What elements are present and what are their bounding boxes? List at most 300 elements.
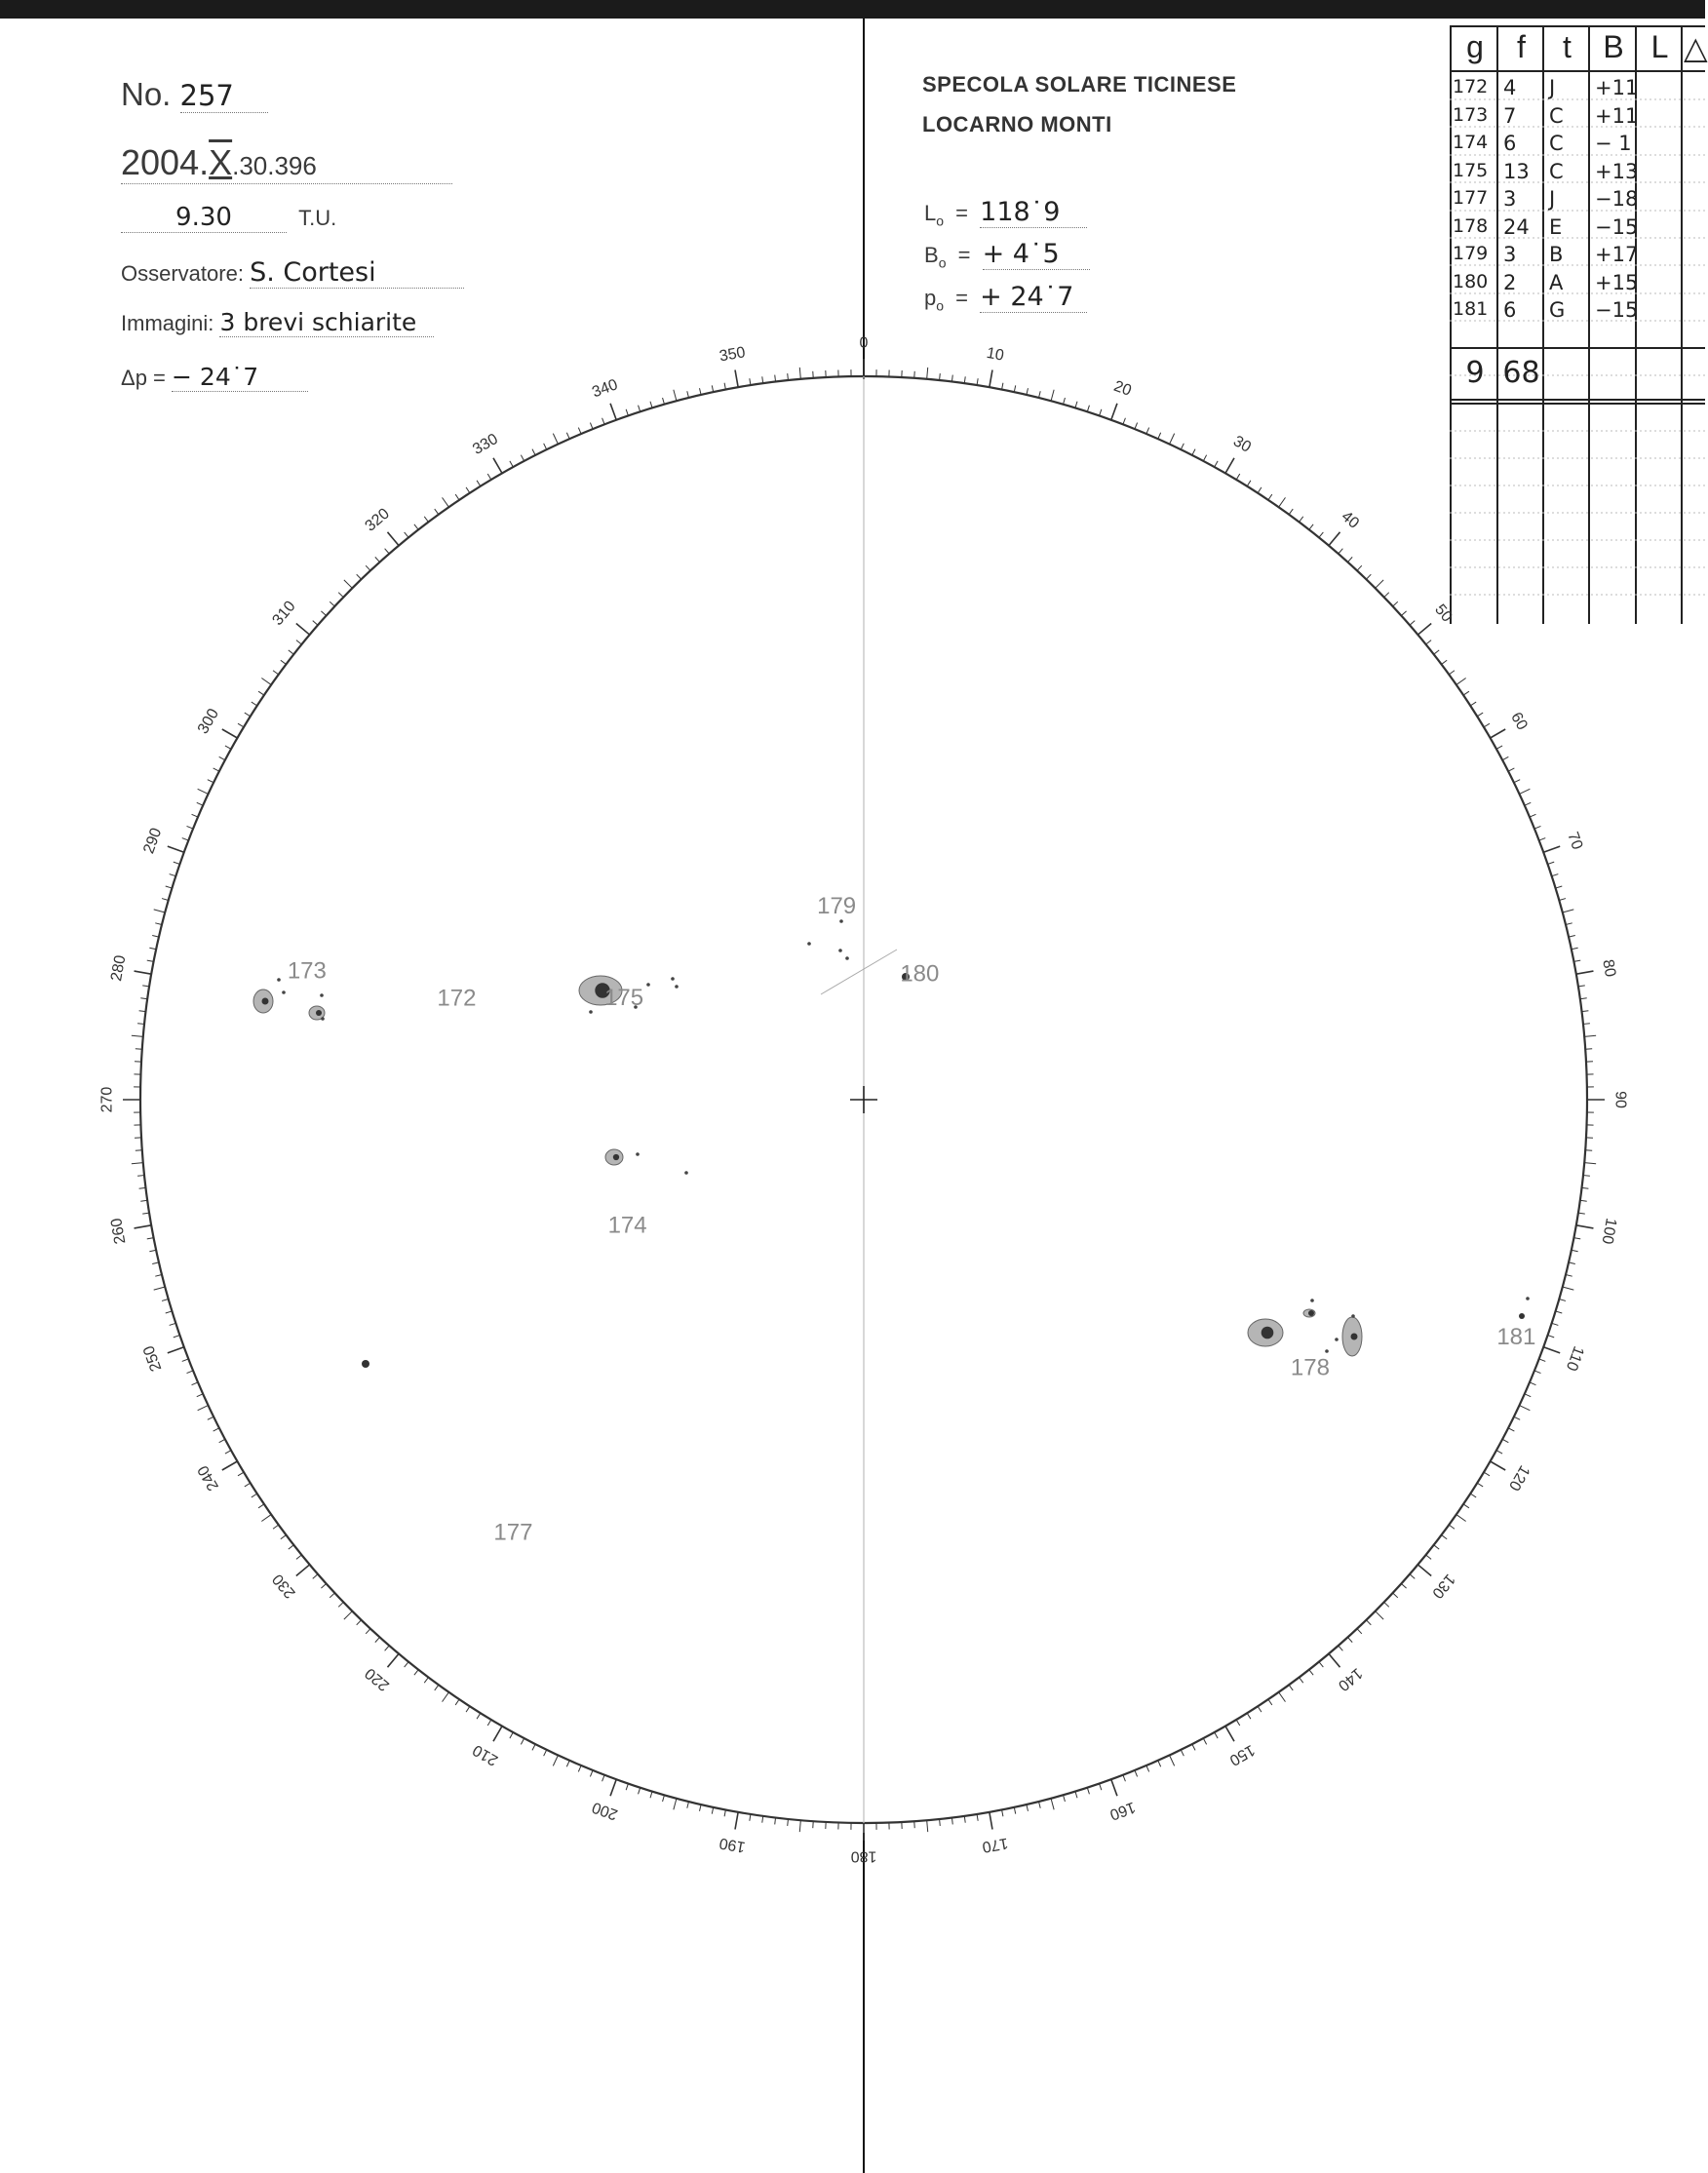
degree-label: 270 (98, 1086, 116, 1113)
tick-mark (951, 375, 952, 382)
tick-mark (273, 671, 279, 675)
tick-mark (521, 1738, 524, 1744)
tick-mark (674, 390, 677, 402)
tick-mark (1573, 1238, 1580, 1239)
tick-mark (137, 1176, 144, 1177)
tick-mark (366, 565, 370, 570)
tick-mark (443, 1692, 449, 1702)
tick-mark (1039, 1802, 1041, 1808)
tick-mark (219, 1439, 225, 1442)
tick-mark (338, 1602, 343, 1607)
tick-mark (182, 838, 189, 841)
tick-mark (182, 1359, 189, 1362)
tick-mark (602, 1775, 605, 1782)
tick-mark (1075, 1792, 1077, 1799)
tick-mark (477, 481, 481, 486)
tick-mark (142, 986, 149, 987)
tick-mark (214, 1428, 219, 1431)
tick-mark (964, 376, 965, 383)
tick-mark (1300, 517, 1303, 523)
tick-mark (1258, 487, 1262, 493)
tick-mark (321, 1583, 326, 1588)
sunspot-pore (1325, 1349, 1329, 1353)
time-value: 9.30 (121, 203, 287, 233)
table-header-3: B (1603, 29, 1624, 64)
tick-mark (1366, 1620, 1371, 1625)
table-header-2: t (1563, 29, 1572, 64)
degree-label: 260 (108, 1217, 130, 1246)
tick-mark (1525, 1394, 1531, 1397)
tick-mark (1548, 862, 1555, 864)
table-total-f: 68 (1502, 356, 1540, 390)
tick-mark (385, 549, 390, 554)
tick-mark (1470, 1494, 1476, 1497)
tick-mark (132, 1035, 143, 1036)
tick-mark (1236, 474, 1240, 480)
tick-mark (532, 1744, 535, 1750)
tick-mark (1556, 1311, 1563, 1313)
degree-label: 180 (850, 1847, 877, 1865)
tick-mark (487, 474, 491, 480)
tick-mark (1236, 1720, 1240, 1726)
tick-mark (1543, 846, 1560, 852)
tick-mark (553, 1755, 558, 1766)
tick-mark (1581, 1187, 1588, 1188)
tick-mark (1484, 1472, 1490, 1476)
tick-mark (1123, 418, 1126, 425)
tick-mark (1563, 910, 1574, 912)
tick-mark (578, 1766, 581, 1771)
tick-mark (1268, 1699, 1272, 1705)
tick-mark (1225, 458, 1234, 474)
tick-mark (1566, 1275, 1572, 1277)
tick-mark (1578, 1213, 1585, 1214)
tick-mark (1027, 388, 1029, 395)
degree-label: 280 (108, 953, 130, 983)
tick-mark (1576, 971, 1594, 974)
tick-mark (1203, 455, 1206, 461)
tick-mark (639, 1788, 640, 1795)
table-cell-g: 175 (1453, 159, 1489, 181)
degree-label: 110 (1562, 1343, 1587, 1374)
table-cell-t: G (1549, 298, 1566, 322)
tick-mark (1158, 1761, 1161, 1766)
table-cell-f: 3 (1503, 187, 1517, 211)
tick-mark (544, 444, 547, 449)
tick-mark (1192, 449, 1195, 455)
tick-mark (466, 487, 470, 493)
tick-mark (155, 923, 162, 925)
tick-mark (1484, 723, 1490, 727)
tick-mark (1002, 383, 1003, 390)
tick-mark (1347, 557, 1352, 562)
sunspot-pore (1310, 1299, 1314, 1302)
tick-mark (1123, 1775, 1126, 1782)
tick-mark (1100, 1784, 1102, 1791)
tick-mark (1426, 640, 1431, 644)
degree-label: 320 (362, 505, 393, 535)
tick-mark (1014, 1807, 1015, 1814)
tick-mark (610, 404, 616, 420)
tick-mark (296, 640, 301, 644)
degree-label: 10 (985, 344, 1005, 365)
tick-mark (1268, 494, 1272, 500)
tick-mark (1434, 1545, 1440, 1549)
sunspot-pore (646, 983, 650, 987)
tick-mark (1442, 660, 1448, 664)
table-header-5: △ (1684, 30, 1708, 65)
tick-mark (1002, 1809, 1003, 1816)
tick-mark (238, 723, 244, 727)
group-label: 179 (817, 893, 857, 920)
tick-mark (1534, 1371, 1540, 1374)
images-label: Immagini: (121, 311, 214, 335)
tick-mark (724, 1809, 725, 1816)
tick-mark (1519, 1406, 1530, 1411)
tick-mark (674, 1799, 677, 1810)
tick-mark (198, 1406, 209, 1411)
tick-mark (289, 1545, 294, 1549)
tick-mark (750, 1814, 751, 1821)
tick-mark (663, 1795, 665, 1802)
degree-label: 60 (1507, 710, 1531, 733)
tick-mark (1181, 1750, 1184, 1756)
tick-mark (1064, 398, 1066, 405)
tick-mark (192, 814, 198, 817)
sunspot-pore (1351, 1314, 1355, 1318)
tick-mark (1247, 1713, 1251, 1719)
degree-label: 330 (470, 430, 501, 459)
tick-mark (1456, 679, 1466, 685)
tick-mark (1514, 780, 1520, 783)
table-cell-f: 24 (1503, 214, 1530, 239)
table-cell-f: 2 (1503, 270, 1517, 294)
degree-label: 150 (1226, 1740, 1258, 1769)
tick-mark (170, 874, 176, 876)
tick-mark (443, 497, 449, 507)
tick-mark (1064, 1795, 1066, 1802)
group-label: 172 (437, 985, 477, 1012)
tick-mark (387, 532, 399, 546)
tick-mark (663, 398, 665, 405)
tick-mark (208, 1416, 214, 1419)
table-cell-t: A (1549, 270, 1564, 294)
tick-mark (197, 1394, 203, 1397)
sunspot-pore (321, 1017, 325, 1021)
tick-mark (174, 862, 180, 864)
tick-mark (192, 1382, 198, 1385)
tick-mark (477, 1713, 481, 1719)
sunspot-pore (1335, 1338, 1339, 1341)
degree-label: 30 (1230, 433, 1254, 456)
tick-mark (750, 378, 751, 385)
tick-mark (455, 494, 459, 500)
group-label: 178 (1290, 1354, 1330, 1381)
tick-mark (1566, 923, 1572, 925)
degree-label: 300 (194, 706, 223, 737)
tick-mark (1366, 574, 1371, 579)
tick-mark (1583, 1176, 1590, 1177)
tick-mark (799, 1820, 800, 1832)
tick-mark (1014, 385, 1015, 392)
tick-mark (700, 388, 702, 395)
tick-mark (245, 713, 251, 717)
tick-mark (375, 1637, 380, 1642)
tick-mark (1470, 702, 1476, 706)
tick-mark (139, 1011, 146, 1012)
tick-mark (296, 1565, 310, 1576)
table-cell-t: C (1549, 159, 1564, 183)
degree-label: 210 (470, 1740, 501, 1769)
tick-mark (1087, 1788, 1089, 1795)
tick-mark (330, 601, 334, 606)
tick-mark (1329, 1653, 1340, 1667)
institution-line-2: LOCARNO MONTI (922, 112, 1112, 136)
tick-mark (553, 434, 558, 445)
tick-mark (1309, 524, 1313, 530)
tick-mark (1247, 481, 1251, 486)
group-179-axis (821, 950, 897, 994)
tick-mark (1569, 1262, 1575, 1264)
tick-mark (990, 1812, 992, 1830)
tick-mark (162, 1300, 169, 1301)
tick-mark (466, 1706, 470, 1712)
tick-mark (1580, 998, 1587, 999)
tick-mark (1442, 1535, 1448, 1539)
table-cell-B: −15 (1595, 214, 1639, 239)
tick-mark (375, 557, 380, 562)
tick-mark (142, 1213, 149, 1214)
tick-mark (435, 509, 439, 515)
degree-label: 240 (194, 1462, 223, 1494)
degree-label: 40 (1338, 508, 1363, 532)
table-cell-t: E (1549, 214, 1563, 239)
tick-mark (140, 1200, 147, 1201)
tick-mark (964, 1816, 965, 1823)
tick-mark (532, 449, 535, 455)
tick-mark (775, 375, 776, 382)
sunspot-pore (839, 919, 843, 923)
tick-mark (788, 1819, 789, 1826)
tick-mark (1569, 936, 1575, 938)
tick-mark (1111, 1779, 1117, 1796)
tick-mark (1075, 402, 1077, 408)
tick-mark (1051, 1799, 1054, 1810)
tick-mark (313, 621, 318, 626)
tick-mark (951, 1817, 952, 1824)
tick-mark (1426, 1555, 1431, 1559)
table-cell-B: +13 (1595, 159, 1639, 183)
date-value: 2004.X.30.396 (121, 142, 452, 184)
tick-mark (990, 370, 992, 388)
tick-mark (1100, 409, 1102, 416)
tick-mark (687, 1802, 689, 1808)
tick-mark (366, 1629, 370, 1634)
tick-mark (1192, 1744, 1195, 1750)
tick-mark (521, 455, 524, 461)
tick-mark (261, 679, 271, 685)
tick-mark (650, 1792, 652, 1799)
tick-mark (1556, 886, 1563, 888)
tick-mark (1393, 601, 1398, 606)
tick-mark (135, 1225, 152, 1228)
tick-mark (321, 611, 326, 616)
tick-mark (712, 385, 713, 392)
tick-mark (214, 768, 219, 771)
tick-mark (1539, 838, 1546, 841)
degree-label: 290 (140, 826, 166, 857)
table-cell-t: C (1549, 103, 1564, 128)
tick-mark (1319, 532, 1323, 537)
tick-mark (1289, 1685, 1293, 1690)
tick-mark (1463, 691, 1469, 695)
tick-mark (1158, 433, 1161, 439)
tick-mark (1279, 497, 1286, 507)
tick-mark (330, 1593, 334, 1598)
tick-mark (1563, 1287, 1574, 1290)
table-cell-t: J (1549, 76, 1556, 99)
tick-mark (1146, 428, 1149, 434)
tick-mark (424, 517, 428, 523)
tick-mark (762, 376, 763, 383)
tick-mark (510, 1732, 513, 1738)
tick-mark (1215, 461, 1218, 467)
tick-mark (1449, 1525, 1455, 1529)
tick-mark (289, 650, 294, 654)
delta-p-label: Δp = (121, 366, 166, 390)
degree-label: 190 (718, 1834, 747, 1855)
table-cell-t: J (1549, 187, 1556, 211)
tick-mark (405, 1662, 408, 1667)
tick-mark (1519, 789, 1530, 794)
degree-label: 340 (590, 376, 621, 402)
tick-mark (626, 1784, 628, 1791)
tick-mark (566, 433, 569, 439)
tick-mark (414, 524, 418, 530)
tick-mark (296, 1555, 301, 1559)
degree-label: 160 (1106, 1798, 1138, 1823)
table-cell-g: 177 (1453, 187, 1489, 209)
tick-mark (626, 409, 628, 416)
group-label: 177 (493, 1519, 533, 1546)
tick-mark (1347, 1637, 1352, 1642)
tick-mark (197, 802, 203, 805)
tick-mark (1393, 1593, 1398, 1598)
tick-mark (252, 702, 257, 706)
tick-mark (1039, 391, 1041, 398)
tick-mark (152, 1262, 159, 1264)
tick-mark (1543, 1347, 1560, 1353)
tick-mark (590, 1770, 593, 1776)
group-label: 174 (607, 1212, 647, 1239)
tick-mark (724, 383, 725, 390)
tick-mark (137, 1024, 144, 1025)
tick-mark (1289, 509, 1293, 515)
tick-mark (1357, 1629, 1362, 1634)
tick-mark (166, 886, 173, 888)
tick-mark (1357, 565, 1362, 570)
tick-mark (1339, 549, 1343, 554)
table-cell-f: 3 (1503, 243, 1517, 266)
tick-mark (1225, 1727, 1234, 1742)
tick-mark (1583, 1024, 1590, 1025)
tick-mark (357, 1620, 362, 1625)
param-p0: $p_o$ = + 24˙7 (924, 282, 1087, 313)
tick-mark (1417, 1565, 1431, 1576)
tick-mark (170, 1323, 176, 1325)
tick-mark (387, 1653, 399, 1667)
date-month: X (209, 142, 233, 182)
tick-mark (1258, 1706, 1262, 1712)
tick-mark (1339, 1646, 1343, 1650)
tick-mark (1463, 1504, 1469, 1508)
tick-mark (435, 1685, 439, 1690)
observer-value: S. Cortesi (250, 257, 464, 289)
tick-mark (1572, 1250, 1578, 1251)
tick-mark (225, 746, 231, 749)
tick-mark (187, 826, 193, 829)
tick-mark (788, 373, 789, 380)
tick-mark (1548, 1336, 1555, 1338)
tick-mark (735, 370, 738, 388)
degree-label: 220 (362, 1664, 393, 1694)
tick-mark (405, 532, 408, 537)
table-cell-t: B (1549, 243, 1564, 266)
tick-mark (977, 1814, 978, 1821)
tick-mark (1376, 580, 1383, 588)
tick-mark (1384, 1602, 1389, 1607)
tick-mark (1491, 729, 1506, 738)
table-cell-g: 173 (1453, 103, 1489, 126)
tick-mark (940, 373, 941, 380)
sunspot-umbra (1308, 1310, 1314, 1316)
tick-mark (252, 1494, 257, 1497)
observer-label: Osservatore: (121, 261, 244, 286)
tick-mark (344, 1611, 352, 1619)
tick-mark (1410, 621, 1415, 626)
tick-mark (1559, 1300, 1566, 1301)
tick-mark (154, 1287, 166, 1290)
tick-mark (940, 1819, 941, 1826)
tick-mark (510, 461, 513, 467)
sunspot-pore (589, 1010, 593, 1014)
tick-mark (639, 406, 640, 412)
tick-mark (1584, 1035, 1596, 1036)
table-header-0: g (1466, 29, 1484, 64)
tick-mark (1496, 746, 1502, 749)
tick-mark (590, 423, 593, 429)
tick-mark (544, 1750, 547, 1756)
param-B0: $B_o$ = + 4˙5 (924, 239, 1090, 270)
tick-mark (455, 1699, 459, 1705)
tick-mark (1170, 1755, 1175, 1766)
tick-mark (385, 1646, 390, 1650)
tick-mark (1508, 768, 1514, 771)
tick-mark (140, 998, 147, 999)
tick-mark (1309, 1670, 1313, 1676)
tick-mark (238, 1472, 244, 1476)
tick-mark (1534, 826, 1540, 829)
table-cell-B: − 1 (1595, 132, 1632, 155)
tick-mark (762, 1816, 763, 1823)
table-cell-B: +15 (1595, 270, 1639, 294)
tick-mark (1508, 1428, 1514, 1431)
tick-mark (1502, 1439, 1508, 1442)
table-header-1: f (1517, 29, 1526, 64)
degree-label: 80 (1599, 958, 1619, 979)
tick-mark (1584, 1163, 1596, 1164)
tick-mark (1559, 899, 1566, 901)
